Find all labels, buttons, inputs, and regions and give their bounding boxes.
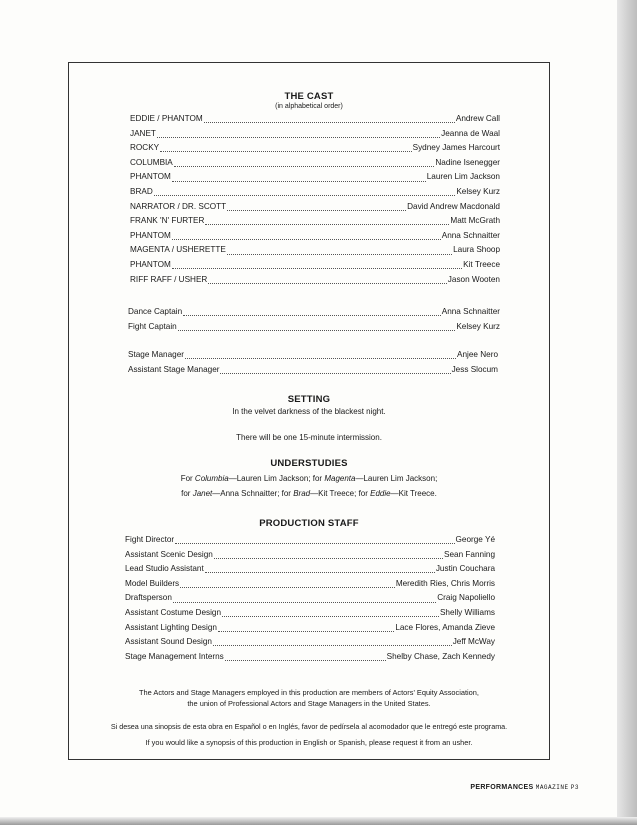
person-name: Craig Napoliello: [437, 593, 495, 603]
role-name: Stage Manager: [128, 350, 184, 359]
production-staff-title: PRODUCTION STAFF: [259, 518, 359, 529]
person-name: Jeff McWay: [452, 637, 495, 647]
role-name: Assistant Lighting Design: [125, 622, 217, 632]
captain-row: [128, 320, 500, 335]
leader-dots: [172, 238, 441, 240]
role-name: Assistant Stage Manager: [128, 364, 220, 374]
actor-name: Jeanna de Waal: [441, 128, 500, 138]
understudies-title: UNDERSTUDIES: [270, 458, 348, 469]
role-name: ROCKY: [130, 143, 160, 153]
spanish-synopsis-note: Si desea una sinopsis de esta obra en Español o en Inglés, favor de pedírsela al acomodador que le entregó este programa.: [110, 722, 508, 731]
person-name: Meredith Ries, Chris Morris: [395, 578, 495, 588]
cast-subtitle: (in alphabetical order): [275, 103, 343, 110]
cast-row: [130, 185, 500, 200]
cast-row: [130, 258, 500, 273]
equity-note-line-2: the union of Professional Actors and Stage Managers in the United States.: [187, 699, 431, 708]
role-name: Draftsperson: [125, 593, 172, 603]
understudies-line-2: [68, 487, 550, 500]
role-name: EDDIE / PHANTOM: [130, 114, 203, 123]
leader-dots: [172, 267, 462, 269]
person-name: Jess Slocum: [451, 364, 498, 374]
role-name: PHANTOM: [130, 259, 171, 269]
text: —Lauren Lim Jackson; for: [228, 474, 325, 483]
role-name: Stage Management Interns: [125, 651, 224, 661]
role-name: JANET: [130, 128, 156, 138]
leader-dots: [204, 121, 455, 123]
leader-dots: [208, 282, 446, 284]
role-name: Assistant Scenic Design: [125, 549, 213, 559]
leader-dots: [220, 372, 450, 374]
leader-dots: [157, 136, 440, 138]
leader-dots: [227, 253, 452, 255]
cast-row: [130, 112, 500, 127]
role-name: Fight Captain: [128, 321, 177, 331]
staff-row: [125, 562, 495, 577]
understudies-line-1: [68, 472, 550, 485]
role-name: Assistant Sound Design: [125, 637, 212, 647]
person-name: George Yé: [455, 535, 495, 544]
leader-dots: [154, 194, 456, 196]
page-number: P3: [570, 784, 579, 791]
actor-name: Andrew Call: [455, 114, 500, 123]
leader-dots: [172, 180, 426, 182]
actor-name: Nadine Isenegger: [435, 157, 500, 167]
character-name: Columbia: [194, 474, 229, 483]
leader-dots: [178, 329, 456, 331]
staff-row: [125, 635, 495, 650]
role-name: BRAD: [130, 186, 153, 196]
role-name: PHANTOM: [130, 230, 171, 240]
leader-dots: [205, 223, 449, 225]
role-name: Assistant Costume Design: [125, 607, 222, 617]
actor-name: David Andrew Macdonald: [407, 201, 500, 211]
captains-list: [128, 305, 500, 334]
leader-dots: [174, 165, 435, 167]
actor-name: Laura Shoop: [453, 245, 500, 255]
staff-row: [125, 606, 495, 621]
cast-row: [130, 156, 500, 171]
actor-name: Lauren Lim Jackson: [426, 172, 500, 182]
character-name: Janet: [192, 489, 213, 498]
cast-row: [130, 141, 500, 156]
actor-name: Kelsey Kurz: [456, 186, 500, 196]
stage-management-list: [128, 348, 498, 377]
cast-row: [130, 273, 500, 288]
person-name: Anjee Nero: [457, 350, 498, 359]
staff-row: [125, 621, 495, 636]
actor-name: Anna Schnaitter: [441, 307, 500, 316]
cast-title: THE CAST: [284, 91, 334, 102]
stage-row: [128, 363, 498, 378]
cast-list: [130, 112, 500, 287]
person-name: Lace Flores, Amanda Zieve: [395, 622, 495, 632]
role-name: RIFF RAFF / USHER: [130, 274, 208, 284]
captain-row: [128, 305, 500, 320]
person-name: Shelby Chase, Zach Kennedy: [386, 651, 495, 661]
actor-name: Sydney James Harcourt: [412, 143, 500, 153]
person-name: Sean Fanning: [444, 549, 495, 559]
leader-dots: [185, 357, 456, 359]
leader-dots: [222, 615, 439, 617]
text: —Anna Schnaitter; for: [212, 489, 294, 498]
cast-row: [130, 229, 500, 244]
staff-row: [125, 650, 495, 665]
cast-row: [130, 243, 500, 258]
text: —Lauren Lim Jackson;: [355, 474, 438, 483]
cast-row: [130, 214, 500, 229]
actor-name: Jason Wooten: [447, 274, 500, 284]
leader-dots: [214, 557, 443, 559]
leader-dots: [173, 601, 436, 603]
actor-name: Matt McGrath: [450, 216, 500, 226]
role-name: FRANK 'N' FURTER: [130, 216, 205, 226]
actor-name: Anna Schnaitter: [441, 230, 500, 240]
production-staff-list: [125, 533, 495, 664]
leader-dots: [183, 314, 441, 316]
staff-row: [125, 577, 495, 592]
character-name: Brad: [293, 489, 311, 498]
cast-row: [130, 170, 500, 185]
role-name: NARRATOR / DR. SCOTT: [130, 201, 227, 211]
page-bottom-edge: [0, 817, 637, 825]
intermission-text: There will be one 15-minute intermission.: [236, 433, 382, 442]
role-name: COLUMBIA: [130, 157, 173, 167]
role-name: PHANTOM: [130, 172, 171, 182]
character-name: Eddie: [370, 489, 391, 498]
text: —Kit Treece.: [390, 489, 437, 498]
leader-dots: [180, 586, 395, 588]
person-name: Justin Couchara: [435, 564, 495, 574]
staff-row: [125, 591, 495, 606]
text: for: [181, 489, 193, 498]
staff-row: [125, 548, 495, 563]
text: —Kit Treece; for: [310, 489, 371, 498]
setting-title: SETTING: [287, 394, 331, 405]
equity-note-line-1: The Actors and Stage Managers employed in this production are members of Actors' Equity Association,: [139, 688, 479, 697]
magazine-label: MAGAZINE: [535, 784, 569, 791]
setting-text: In the velvet darkness of the blackest night.: [232, 407, 386, 416]
staff-row: [125, 533, 495, 548]
stage-row: [128, 348, 498, 363]
role-name: Model Builders: [125, 578, 180, 588]
role-name: Fight Director: [125, 535, 175, 544]
leader-dots: [175, 542, 454, 544]
cast-row: [130, 200, 500, 215]
text: For: [180, 474, 195, 483]
leader-dots: [225, 659, 386, 661]
leader-dots: [205, 571, 435, 573]
leader-dots: [160, 150, 412, 152]
character-name: Magenta: [324, 474, 356, 483]
leader-dots: [227, 209, 406, 211]
leader-dots: [218, 630, 394, 632]
role-name: MAGENTA / USHERETTE: [130, 245, 226, 255]
magazine-brand: PERFORMANCES: [470, 784, 534, 791]
english-synopsis-note: If you would like a synopsis of this production in English or Spanish, please request it from an usher.: [145, 738, 473, 747]
page-footer: [470, 784, 579, 791]
person-name: Shelly Williams: [439, 607, 495, 617]
actor-name: Kelsey Kurz: [456, 321, 500, 331]
page-edge: [617, 0, 637, 825]
actor-name: Kit Treece: [463, 259, 500, 269]
cast-row: [130, 127, 500, 142]
role-name: Lead Studio Assistant: [125, 564, 204, 574]
role-name: Dance Captain: [128, 307, 183, 316]
leader-dots: [213, 644, 452, 646]
